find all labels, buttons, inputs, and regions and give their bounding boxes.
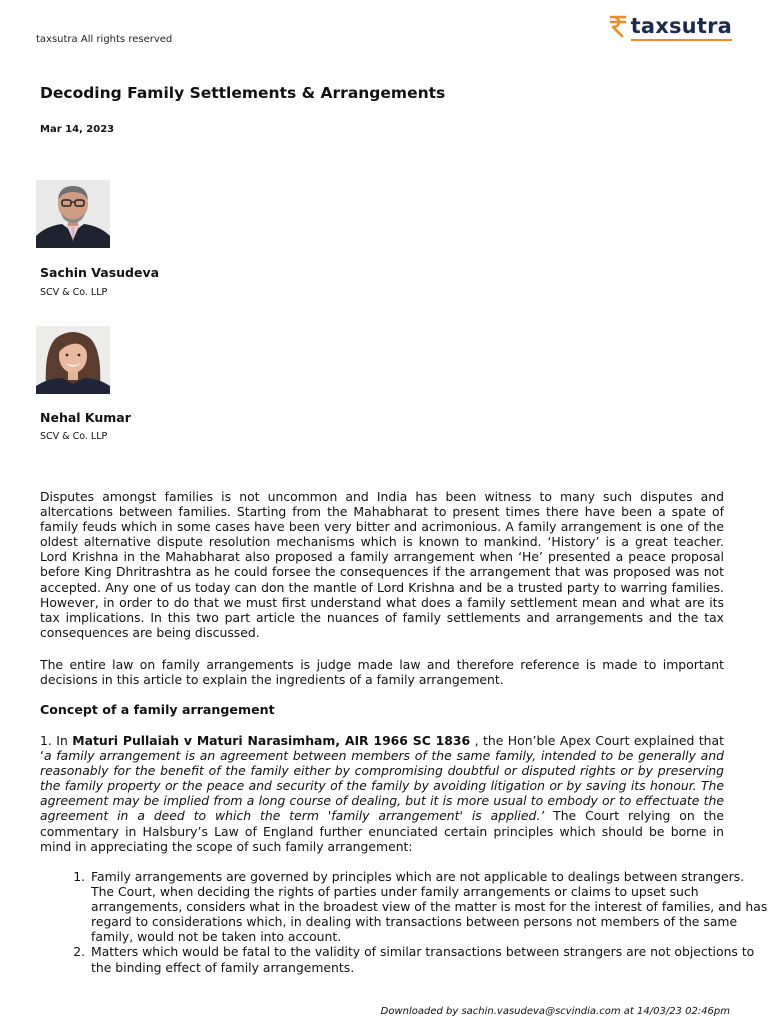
author-photo-sachin: [36, 180, 110, 248]
author-name-1: Sachin Vasudeva: [40, 265, 160, 280]
case-quote: a family arrangement is an agreement between members of the same family, intended to be generally and reasonably for the benefit of the family either by compromising doubtful or disputed rights or by preserving the family property or the peace and security of the family by avoiding litigation or by saving its honour. The agreement may be implied from a long course of dealing, but it is more usual to embody or to effectuate the agreement in a deed to which the term 'family arrangement' is applied.’: [40, 748, 724, 824]
brand-name: taxsutra: [630, 14, 732, 38]
article-title: Decoding Family Settlements & Arrangements: [40, 84, 446, 102]
intro-paragraph: Disputes amongst families is not uncommon and India has been witness to many such disputes and altercations between families. Starting from the Mahabharat to present times there have been a spate of family feuds which in some cases have been very bitter and acrimonious. A family arrangement is one of the oldest alternative dispute resolution mechanisms which is known to mankind. ‘History’ is a great teacher. Lord Krishna in the Mahabharat also proposed a family arrangement when ‘He’ presented a peace proposal before King Dhritrashtra as he could forsee the consequences if the arrangement that was proposed was not accepted. Any one of us today can don the mantle of Lord Krishna and be a trusted party to warring families. However, in order to do that we must first understand what does a family settlement mean and what are its tax implications. In this two part article the nuances of family settlements and arrangements and the tax consequences are being discussed.: [40, 489, 724, 640]
taxsutra-logo[interactable]: [609, 14, 732, 38]
man-portrait-icon: [36, 180, 110, 248]
author-photo-nehal: [36, 326, 110, 394]
download-footer: Downloaded by sachin.vasudeva@scvindia.com at 14/03/23 02:46pm: [380, 1006, 730, 1017]
article-date: Mar 14, 2023: [40, 124, 115, 135]
logo-underline: [631, 39, 732, 41]
case-tail: The Court relying on the commentary in Halsbury’s Law of England further enunciated certain principles which should be borne in mind in appreciating the scope of such family arrangement:: [40, 808, 724, 854]
list-item: 1. Family arrangements are governed by principles which are not applicable to dealings between strangers. The Court, when deciding the rights of parties under family arrangements or claims to upset such arrangements, considers what in the broadest view of the matter is most for the interest of families, and has regard to considerations which, in dealing with transactions between persons not members of the same family, would not be taken into account.: [89, 869, 768, 944]
case-after: , the Hon’ble Apex Court explained that ‘: [40, 733, 724, 764]
law-paragraph: The entire law on family arrangements is judge made law and therefore reference is made to important decisions in this article to explain the ingredients of a family arrangement.: [40, 657, 724, 688]
author-org-2: SCV & Co. LLP: [40, 431, 108, 442]
copyright-notice: taxsutra All rights reserved: [36, 34, 173, 45]
case-citation: Maturi Pullaiah v Maturi Narasimham, AIR 1966 SC 1836: [72, 733, 471, 748]
author-org-1: SCV & Co. LLP: [40, 287, 108, 298]
woman-portrait-icon: [36, 326, 110, 394]
list-item: 2. Matters which would be fatal to the validity of similar transactions between strangers are not objections to the binding effect of family arrangements.: [89, 944, 768, 974]
author-name-2: Nehal Kumar: [40, 410, 131, 425]
rupee-logo-icon: [609, 14, 627, 38]
section-heading: Concept of a family arrangement: [40, 702, 275, 717]
case-intro: 1. In: [40, 733, 73, 748]
principles-list: [40, 869, 768, 975]
case-paragraph: [40, 733, 724, 854]
